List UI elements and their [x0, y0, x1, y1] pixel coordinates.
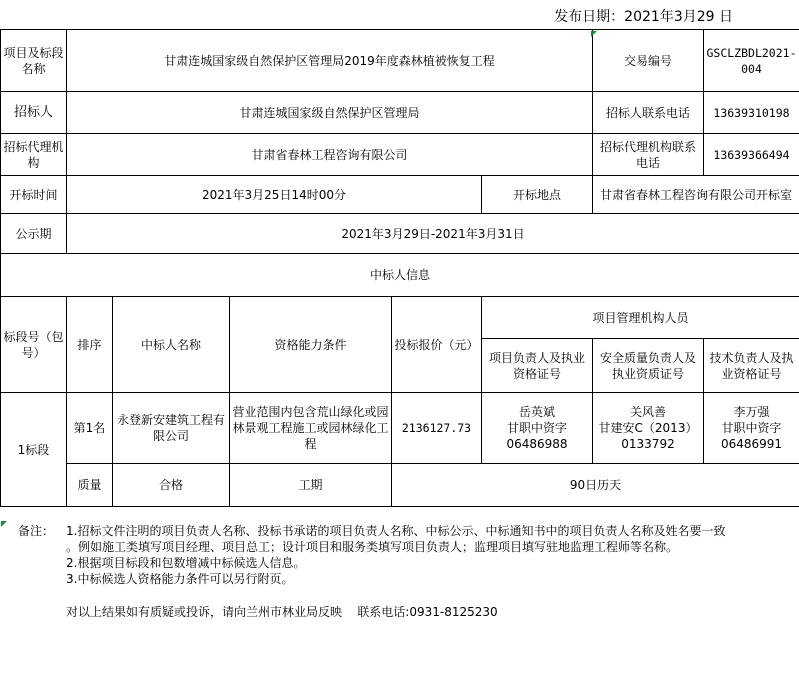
rank-header: 排序 [67, 297, 113, 393]
tenderer: 甘肃连城国家级自然保护区管理局 [67, 92, 593, 134]
bid-result-table [0, 29, 799, 507]
tech-header: 技术负责人及执业资格证号 [704, 339, 799, 393]
open-time: 2021年3月25日14时00分 [67, 176, 482, 214]
safety-cell [593, 393, 704, 464]
publicity-label: 公示期 [1, 214, 67, 254]
tenderer-phone: 13639310198 [704, 92, 799, 134]
open-time-label: 开标时间 [1, 176, 67, 214]
winner-name: 永登新安建筑工程有限公司 [113, 393, 230, 464]
lot-header: 标段号（包号） [1, 297, 67, 393]
period-label: 工期 [230, 464, 392, 507]
safety-cert-prefix: 甘建安C（2013） [598, 421, 698, 435]
agency: 甘肃省春林工程咨询有限公司 [67, 134, 593, 176]
quality-label: 质量 [67, 464, 113, 507]
agency-phone: 13639366494 [704, 134, 799, 176]
safety-header: 安全质量负责人及执业资质证号 [593, 339, 704, 393]
pm-name: 岳英斌 [518, 405, 555, 419]
pm-cert-prefix: 甘职中资字 [506, 421, 567, 435]
complaint-text: 对以上结果如有质疑或投诉，请向兰州市林业局反映 [66, 605, 343, 619]
complaint-contact [66, 603, 498, 620]
note-line-1: 1.招标文件注明的项目负责人名称、投标书承诺的项目负责人名称、中标公示、中标通知书中的项目负责人名称及姓名要一致 [66, 524, 726, 538]
qualification-value: 营业范围内包含荒山绿化或园林景观工程施工或园林绿化工程 [230, 393, 392, 464]
open-place-label: 开标地点 [482, 176, 593, 214]
period-value: 90日历天 [392, 464, 799, 507]
tech-cell [704, 393, 799, 464]
note-line-3: 2.根据项目标段和包数增减中标候选人信息。 [66, 556, 306, 570]
price-value: 2136127.73 [392, 393, 482, 464]
rank-value: 第1名 [67, 393, 113, 464]
tenderer-phone-label: 招标人联系电话 [593, 92, 704, 134]
tech-cert-prefix: 甘职中资字 [721, 421, 782, 435]
comment-marker [591, 31, 597, 37]
note-line-4: 3.中标候选人资格能力条件可以另行附页。 [66, 572, 294, 586]
publish-date: 发布日期：2021年3月29 日 [554, 9, 733, 25]
tech-name: 李万强 [733, 405, 770, 419]
pm-header: 项目负责人及执业资格证号 [482, 339, 593, 393]
safety-cert-no: 0133792 [621, 437, 675, 451]
publicity: 2021年3月29日-2021年3月31日 [67, 214, 799, 254]
trade-no-label: 交易编号 [593, 30, 704, 92]
complaint-phone: 联系电话:0931-8125230 [357, 605, 498, 619]
lot-value: 1标段 [1, 393, 67, 507]
qualification-header: 资格能力条件 [230, 297, 392, 393]
winner-info-header: 中标人信息 [1, 254, 799, 297]
mgmt-header: 项目管理机构人员 [482, 297, 799, 339]
notes-section [0, 523, 799, 587]
trade-no: GSCLZBDL2021-004 [704, 30, 799, 92]
agency-phone-label: 招标代理机构联系电话 [593, 134, 704, 176]
notes-label: 备注： [18, 524, 55, 538]
project-label: 项目及标段名称 [1, 30, 67, 92]
open-place: 甘肃省春林工程咨询有限公司开标室 [593, 176, 799, 214]
quality-value: 合格 [113, 464, 230, 507]
tenderer-label: 招标人 [1, 92, 67, 134]
price-header: 投标报价（元） [392, 297, 482, 393]
winner-name-header: 中标人名称 [113, 297, 230, 393]
safety-name: 关风善 [629, 405, 666, 419]
tech-cert-no: 06486991 [720, 437, 783, 451]
pm-cert-no: 06486988 [506, 437, 568, 451]
project-name: 甘肃连城国家级自然保护区管理局2019年度森林植被恢复工程 [67, 30, 593, 92]
note-line-2: 。例如施工类填写项目经理、项目总工；设计项目和服务类填写项目负责人；监理项目填写驻地监理工程师等名称。 [66, 540, 679, 554]
pm-cell [482, 393, 593, 464]
agency-label: 招标代理机构 [1, 134, 67, 176]
